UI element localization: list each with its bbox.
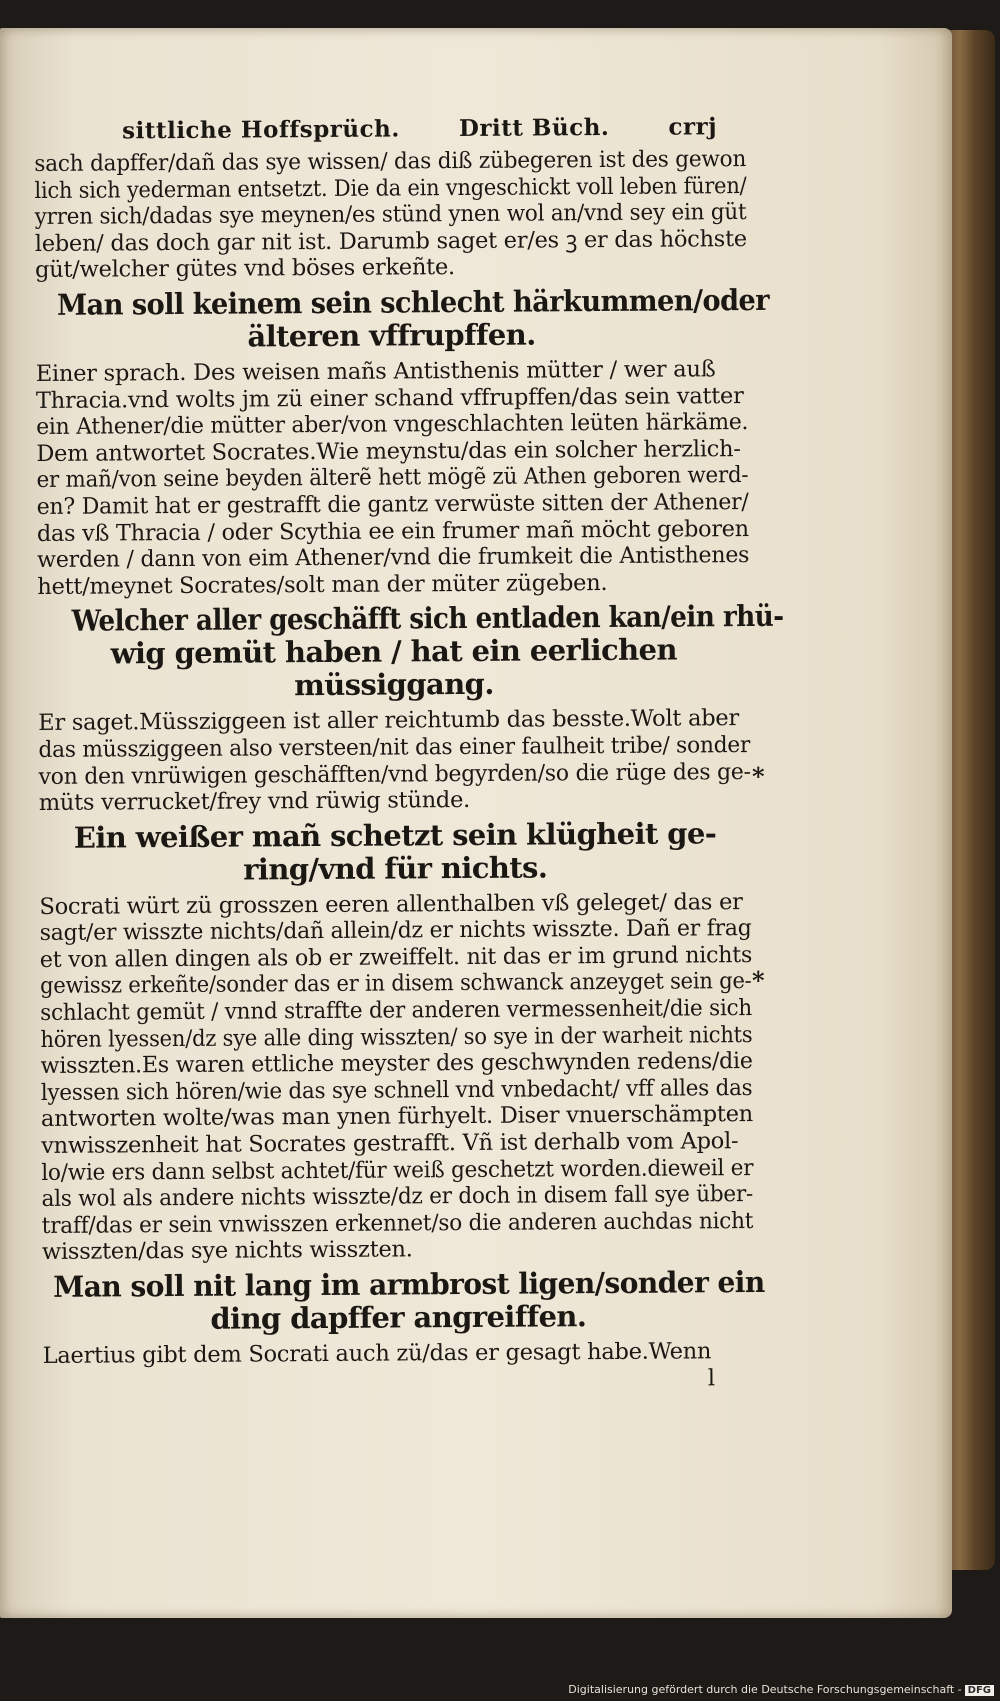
section-heading [39, 817, 751, 888]
heading-line: ding dapffer angreiffen. [210, 1299, 587, 1336]
text-line: sagt/er wisszte nichts/dañ allein/dz er nichts wisszte. Dañ er frag [39, 915, 752, 947]
text-line: vnwisszenheit hat Socrates gestrafft. Vñ ist derhalb vom Apol- [41, 1128, 739, 1160]
body-text [34, 146, 784, 1370]
running-head [122, 113, 717, 144]
book-edge [945, 30, 995, 1570]
text-line: gewissz erkeñte/sonder das er in disem schwanck anzeyget sein ge- [39, 968, 752, 1000]
digitization-footer [568, 1683, 994, 1696]
text-line: traff/das er sein vnwisszen erkennet/so die anderen auchdas nicht [41, 1207, 754, 1239]
text-line: das müssziggeen also versteen/nit das einer faulheit tribe/ sonder [38, 731, 751, 763]
text-line: sach dapffer/dañ das sye wissen/ das diß zübegeren ist des gewon [34, 146, 747, 177]
margin-asterisk-icon: * [752, 762, 765, 791]
text-line: er mañ/von seine beyden älterẽ hett mögẽ zü Athen geboren werd- [36, 462, 749, 494]
section [37, 599, 784, 817]
text-line: güt/welcher gütes vnd böses erkeñte. [34, 254, 455, 284]
text-line: das vß Thracia / oder Scythia ee ein frumer mañ möcht geboren [36, 515, 749, 547]
text-line: Einer sprach. Des weisen mañs Antisthenis mütter / wer auß [35, 356, 716, 387]
footer-text: Digitalisierung gefördert durch die Deutsche Forschungsgemeinschaft - [568, 1683, 962, 1696]
text-line: yrren sich/dadas sye meynen/es stünd ynen wol an/vnd sey ein güt [34, 199, 747, 231]
heading-line: Ein weißer mañ schetzt sein klügheit ge- [73, 815, 717, 855]
text-line: Socrati würt zü grosszen eeren allenthalben vß geleget/ das er [39, 888, 743, 920]
text-line: hören lyessen/dz sye alle ding wisszten/ so sye in der warheit nichts [40, 1021, 753, 1053]
text-line: hett/meynet Socrates/solt man der müter zügeben. [37, 569, 608, 600]
text-line: Laertius gibt dem Socrati auch zü/das er gesagt habe.Wenn [42, 1338, 712, 1369]
section [39, 817, 754, 1266]
heading-line: älteren vffrupffen. [247, 317, 536, 354]
text-line: ein Athener/die mütter aber/von vngeschlachten leüten härkäme. [36, 409, 749, 441]
text-line: Dem antwortet Socrates.Wie meynstu/das ein solcher herzlich- [36, 435, 741, 467]
section-heading [42, 1264, 765, 1337]
heading-line: ring/vnd für nichts. [243, 850, 548, 887]
catchword: l [707, 1364, 715, 1391]
heading-line: Man soll keinem sein schlecht härkummen/oder [56, 282, 770, 322]
section [42, 1264, 765, 1370]
text-line: antworten wolte/was man ynen fürhyelt. Diser vnuerschämpten [40, 1101, 754, 1133]
text-line: lo/wie ers dann selbst achtet/für weiß geschetzt worden.dieweil er [41, 1154, 754, 1186]
text-line: en? Damit hat er gestrafft die gantz verwüste sitten der Athener/ [36, 488, 749, 520]
section [35, 282, 770, 600]
dfg-logo: DFG [965, 1685, 994, 1696]
heading-line: wig gemüt haben / hat ein eerlichen [110, 632, 678, 671]
running-head-left: sittliche Hoffsprüch. [121, 115, 400, 145]
section-heading [35, 282, 770, 355]
text-line: wisszten/das sye nichts wisszten. [41, 1236, 413, 1266]
text-line: Er saget.Müssziggeen ist aller reichtumb das besste.Wolt aber [38, 705, 740, 737]
text-line: lich sich yederman entsetzt. Die da ein vngeschickt voll leben füren/ [34, 172, 747, 204]
text-line: Thracia.vnd wolts jm zü einer schand vffrupffen/das sein vatter [35, 382, 744, 414]
text-line: schlacht gemüt / vnnd straffte der anderen vermessenheit/die sich [40, 995, 753, 1027]
running-head-folio: crrj [668, 113, 718, 141]
heading-line: Man soll nit lang im armbrost ligen/sonder ein [53, 1264, 765, 1304]
text-line: et von allen dingen als ob er zweiffelt. nit das er im grund nichts [39, 941, 753, 973]
heading-line: Welcher aller geschäfft sich entladen kan/ein rhü- [71, 599, 784, 639]
heading-line: müssiggang. [294, 667, 494, 703]
running-head-center: Dritt Büch. [458, 113, 610, 143]
text-line: wisszten.Es waren ettliche meyster des geschwynden redens/die [40, 1048, 753, 1080]
section [34, 146, 747, 284]
text-line: werden / dann von eim Athener/vnd die frumkeit die Antisthenes [36, 542, 750, 574]
text-line: müts verrucket/frey vnd rüwig stünde. [38, 787, 471, 817]
text-line: als wol als andere nichts wisszte/dz er doch in disem fall sye über- [41, 1181, 754, 1213]
text-line: leben/ das doch gar nit ist. Darumb saget er/es ꝫ er das höchste [34, 225, 747, 257]
text-line: von den vnrüwigen geschäfften/vnd begyrden/so die rüge des ge- [38, 758, 751, 790]
text-line: lyessen sich hören/wie das sye schnell vnd vnbedacht/ vff alles das [40, 1074, 753, 1106]
page-text-block [34, 113, 784, 1396]
section-heading [37, 599, 784, 704]
margin-asterisk-icon: * [752, 966, 765, 995]
